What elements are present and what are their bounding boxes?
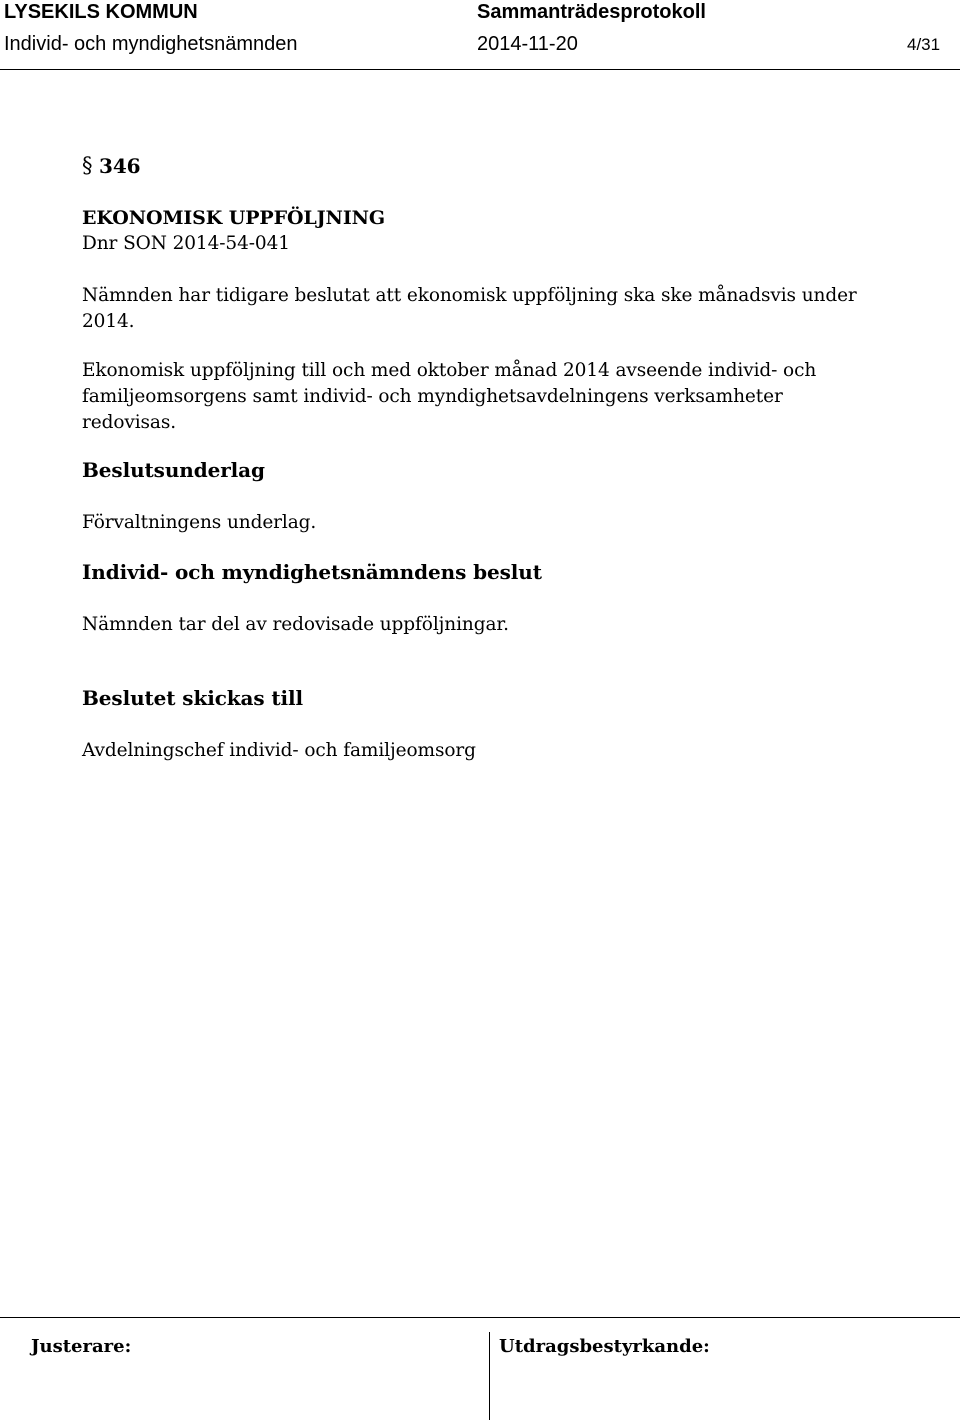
- send-to-text: Avdelningschef individ- och familjeomsorg: [82, 740, 476, 761]
- basis-heading: Beslutsunderlag: [82, 458, 265, 482]
- footer-divider: [0, 1317, 960, 1318]
- certified-extract-label: Utdragsbestyrkande:: [499, 1336, 710, 1357]
- document-type: Sammanträdesprotokoll: [477, 1, 706, 23]
- description-line: familjeomsorgens samt individ- och myndighetsavdelningens verksamheter: [82, 386, 783, 407]
- page-number: 4/31: [907, 35, 941, 54]
- send-to-heading: Beslutet skickas till: [82, 686, 304, 710]
- description-line: Ekonomisk uppföljning till och med oktober månad 2014 avseende individ- och: [82, 360, 817, 381]
- paragraph-number: 346: [99, 154, 141, 178]
- intro-line: Nämnden har tidigare beslutat att ekonomisk uppföljning ska ske månadsvis under: [82, 285, 857, 306]
- description-line: redovisas.: [82, 412, 177, 433]
- organization-name: LYSEKILS KOMMUN: [4, 1, 198, 23]
- header-divider: [0, 69, 960, 70]
- case-title: EKONOMISK UPPFÖLJNING: [82, 207, 386, 229]
- committee-name: Individ- och myndighetsnämnden: [4, 33, 298, 55]
- paragraph-sign: §: [82, 153, 93, 177]
- case-reference-number: Dnr SON 2014-54-041: [82, 233, 290, 254]
- adjuster-label: Justerare:: [31, 1336, 132, 1357]
- decision-text: Nämnden tar del av redovisade uppföljningar.: [82, 614, 509, 635]
- footer-column-divider: [489, 1332, 490, 1420]
- meeting-date: 2014-11-20: [477, 33, 578, 55]
- decision-heading: Individ- och myndighetsnämndens beslut: [82, 560, 542, 584]
- intro-line: 2014.: [82, 311, 135, 332]
- basis-text: Förvaltningens underlag.: [82, 512, 317, 533]
